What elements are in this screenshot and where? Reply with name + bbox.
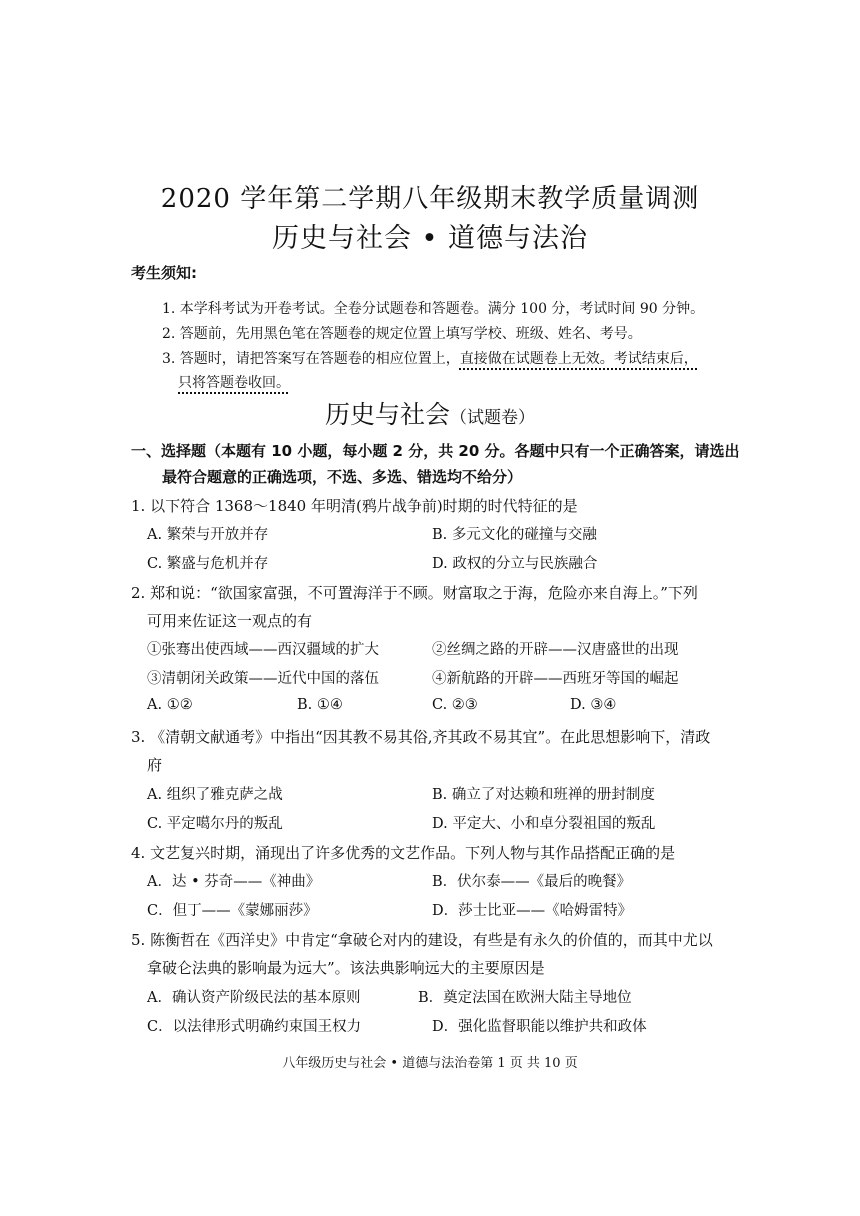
question-2-option-d: D. ③④ xyxy=(570,697,617,713)
question-1-option-d: D. 政权的分立与民族融合 xyxy=(432,556,598,572)
section-subtitle xyxy=(0,395,860,431)
question-2-stem: 2. 郑和说：“欲国家富强，不可置海洋于不顾。财富取之于海，危险亦来自海上。”下列 xyxy=(131,584,698,602)
question-5-stem-continued: 拿破仑法典的影响最为远大”。该法典影响远大的主要原因是 xyxy=(147,959,545,977)
question-1-option-a: A. 繁荣与开放并存 xyxy=(147,527,269,543)
question-2-stem-continued: 可用来佐证这一观点的有 xyxy=(147,612,313,630)
question-3-option-c: C. 平定噶尔丹的叛乱 xyxy=(147,816,283,832)
question-2-statement-2: ②丝绸之路的开辟——汉唐盛世的出现 xyxy=(432,642,679,658)
section-subtitle-main: 历史与社会 xyxy=(324,400,450,429)
question-3-stem: 3. 《清朝文献通考》中指出“因其教不易其俗,齐其政不易其宜”。在此思想影响下，清政 xyxy=(131,728,711,746)
section-subtitle-small: （试题卷） xyxy=(450,408,535,428)
question-5-option-a: A．确认资产阶级民法的基本原则 xyxy=(147,990,361,1006)
notice-item-3-text: 3. 答题时，请把答案写在答题卷的相应位置上， xyxy=(162,351,460,367)
question-2-option-a: A. ①② xyxy=(147,697,193,713)
question-3-stem-continued: 府 xyxy=(147,756,163,774)
question-4-option-b: B．伏尔泰——《最后的晚餐》 xyxy=(432,874,632,890)
notice-item-3-emphasis-2: 只将答题卷收回。 xyxy=(178,375,290,391)
section-heading-continued: 最符合题意的正确选项，不选、多选、错选均不给分） xyxy=(162,468,523,486)
question-2-statement-4: ④新航路的开辟——西班牙等国的崛起 xyxy=(432,671,679,687)
question-3-option-a: A. 组织了雅克萨之战 xyxy=(147,787,283,803)
question-4-option-a: A．达 • 芬奇——《神曲》 xyxy=(147,874,321,890)
question-2-statement-3: ③清朝闭关政策——近代中国的落伍 xyxy=(147,671,379,687)
notice-item-3-emphasis: 直接做在试题卷上无效。考试结束后， xyxy=(459,351,698,367)
question-2-statement-1: ①张骞出使西域——西汉疆域的扩大 xyxy=(147,642,379,658)
question-4-option-d: D．莎士比亚——《哈姆雷特》 xyxy=(432,903,633,919)
question-3-option-b: B. 确立了对达赖和班禅的册封制度 xyxy=(432,787,655,803)
question-5-stem: 5. 陈衡哲在《西洋史》中肯定“拿破仑对内的建设，有些是有永久的价值的，而其中尤以 xyxy=(131,931,713,949)
page-footer: 八年级历史与社会 • 道德与法治卷第 1 页 共 10 页 xyxy=(282,1056,578,1071)
question-4-option-c: C．但丁——《蒙娜丽莎》 xyxy=(147,903,318,919)
question-5-option-c: C．以法律形式明确约束国王权力 xyxy=(147,1019,362,1035)
exam-title: 2020 学年第二学期八年级期末教学质量调测 xyxy=(160,184,700,214)
question-5-option-b: B．奠定法国在欧洲大陆主导地位 xyxy=(418,990,632,1006)
question-2-option-b: B. ①④ xyxy=(297,697,343,713)
notice-item-3-continued xyxy=(178,372,748,392)
question-2-option-c: C. ②③ xyxy=(432,697,478,713)
notice-item-2: 2. 答题前，先用黑色笔在答题卷的规定位置上填写学校、班级、姓名、考号。 xyxy=(162,326,642,342)
exam-subject-title: 历史与社会 • 道德与法治 xyxy=(271,223,589,254)
question-1-stem: 1. 以下符合 1368～1840 年明清(鸦片战争前)时期的时代特征的是 xyxy=(131,497,578,515)
section-heading: 一、选择题（本题有 10 小题，每小题 2 分，共 20 分。各题中只有一个正确答案，请选出 xyxy=(131,442,740,460)
question-3-option-d: D. 平定大、小和卓分裂祖国的叛乱 xyxy=(432,816,656,832)
notice-item-1: 1. 本学科考试为开卷考试。全卷分试题卷和答题卷。满分 100 分，考试时间 90 分钟。 xyxy=(162,301,705,317)
question-5-option-d: D．强化监督职能以维护共和政体 xyxy=(432,1019,647,1035)
notice-heading: 考生须知: xyxy=(131,264,197,282)
question-1-option-b: B. 多元文化的碰撞与交融 xyxy=(432,527,597,543)
question-4-stem: 4. 文艺复兴时期，涌现出了许多优秀的文艺作品。下列人物与其作品搭配正确的是 xyxy=(131,844,676,862)
question-1-option-c: C. 繁盛与危机并存 xyxy=(147,556,269,572)
notice-item-3 xyxy=(162,348,732,368)
